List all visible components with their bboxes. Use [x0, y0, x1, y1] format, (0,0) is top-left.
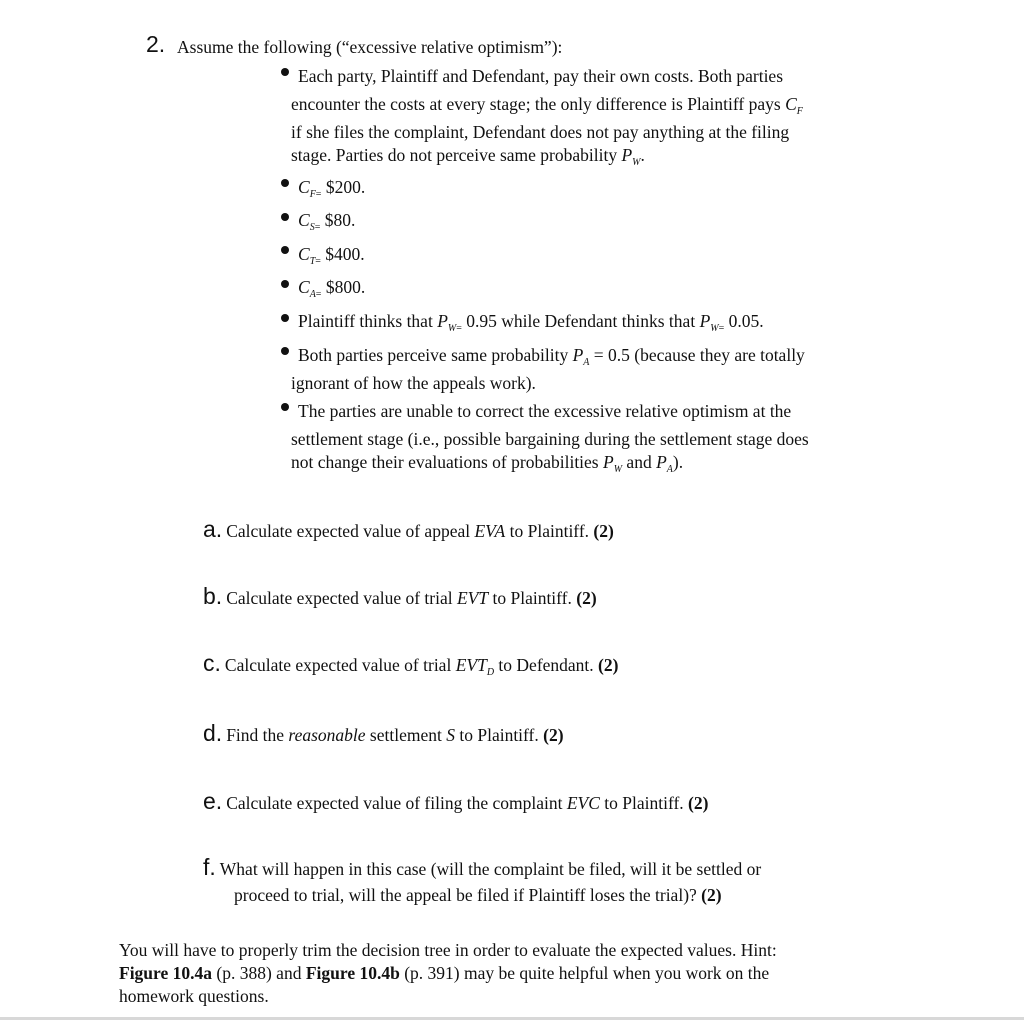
part-c: c. Calculate expected value of trial $EVT_D$ to Defendant. (2): [203, 650, 619, 678]
bullet-dot: [281, 246, 289, 254]
part-f-line2: proceed to trial, will the appeal be filed if Plaintiff loses the trial)? (2): [234, 885, 722, 905]
bullet-costs-line1: Each party, Plaintiff and Defendant, pay their own costs. Both parties: [298, 66, 784, 86]
bullet-optimism-line3: not change their evaluations of probabilities $P_W$ and $P_A$).: [291, 452, 684, 475]
bullet-pw-beliefs: Plaintiff thinks that $P_{W=}$ 0.95 while Defendant thinks that $P_{W=}$ 0.05.: [298, 311, 764, 334]
bullet-costs-line4: stage. Parties do not perceive same probability $P_W$.: [291, 145, 645, 168]
bullet-pa-line1: Both parties perceive same probability $P_A = 0.5$ (because they are totally: [298, 345, 805, 368]
bullet-costs-line2: encounter the costs at every stage; the only difference is Plaintiff pays $C_F$: [291, 94, 803, 117]
bullet-dot: [281, 179, 289, 187]
bullet-optimism-line2: settlement stage (i.e., possible bargaining during the settlement stage does: [291, 429, 809, 449]
bullet-dot: [281, 347, 289, 355]
part-a: a. Calculate expected value of appeal EVA to Plaintiff. (2): [203, 516, 614, 542]
part-d: d. Find the reasonable settlement S to Plaintiff. (2): [203, 720, 564, 746]
bullet-dot: [281, 68, 289, 76]
bullet-dot: [281, 403, 289, 411]
bullet-dot: [281, 213, 289, 221]
hint-line3: homework questions.: [119, 986, 269, 1006]
bullet-cost-trial: $C_{T=}$ $400.: [298, 244, 365, 267]
part-b: b. Calculate expected value of trial EVT to Plaintiff. (2): [203, 583, 597, 609]
bullet-cost-appeal: $C_{A=}$ $800.: [298, 277, 366, 300]
bullet-dot: [281, 280, 289, 288]
question-number: 2.: [146, 31, 166, 57]
part-f: f. What will happen in this case (will the complaint be filed, will it be settled or: [203, 854, 762, 880]
part-e: e. Calculate expected value of filing the complaint EVC to Plaintiff. (2): [203, 788, 709, 814]
hint-line1: You will have to properly trim the decision tree in order to evaluate the expected values. Hint:: [119, 940, 777, 960]
bullet-cost-settlement: $C_{S=}$ $80.: [298, 210, 356, 233]
bullet-optimism-line1: The parties are unable to correct the excessive relative optimism at the: [298, 401, 792, 421]
bullet-cost-filing: $C_{F=}$ $200.: [298, 177, 366, 200]
bullet-dot: [281, 314, 289, 322]
bullet-pa-line2: ignorant of how the appeals work).: [291, 373, 536, 393]
bullet-costs-line3: if she files the complaint, Defendant does not pay anything at the filing: [291, 122, 790, 142]
question-intro: Assume the following (“excessive relative optimism”):: [177, 37, 563, 57]
hint-line2: Figure 10.4a (p. 388) and Figure 10.4b (p. 391) may be quite helpful when you work on the: [119, 963, 770, 983]
